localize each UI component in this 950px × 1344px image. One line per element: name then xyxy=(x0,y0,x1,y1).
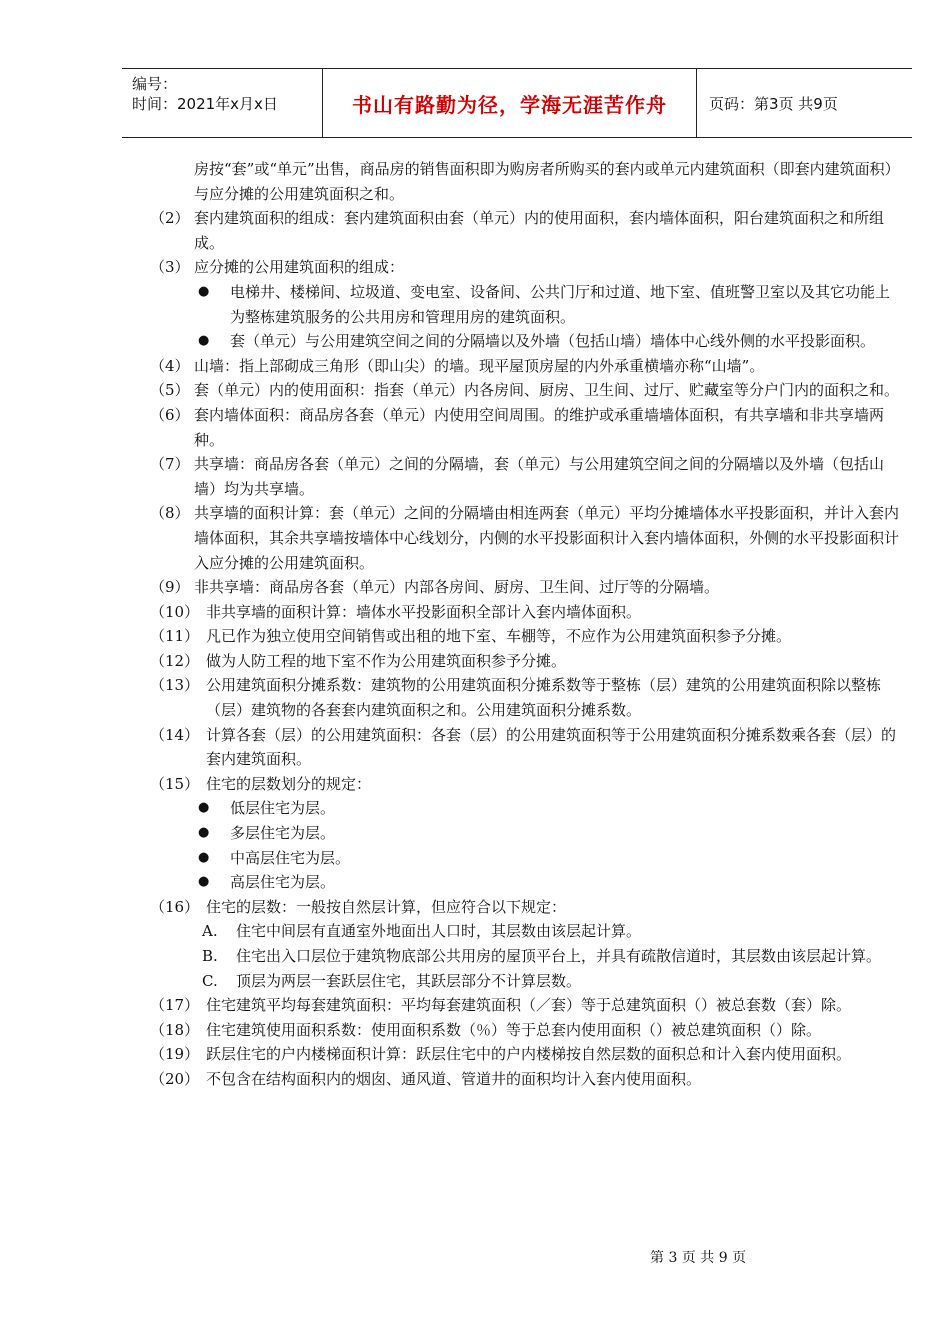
list-item xyxy=(150,1042,900,1067)
item-number: （10） xyxy=(150,602,200,621)
bullet-dot-icon: ● xyxy=(198,849,210,865)
bullet-item xyxy=(150,846,900,871)
list-item xyxy=(150,255,900,280)
item-text: 跃层住宅的户内楼梯面积计算：跃层住宅中的户内楼梯按自然层数的面积总和计入套内使用面积。 xyxy=(206,1045,852,1064)
item-text: 计算各套（层）的公用建筑面积：各套（层）的公用建筑面积等于公用建筑面积分摊系数乘各套（层）的套内建筑面积。 xyxy=(206,725,897,769)
list-item xyxy=(150,772,900,797)
sub-item-label: B. xyxy=(202,947,218,965)
item-number: （18） xyxy=(150,1020,200,1039)
list-item xyxy=(150,649,900,674)
list-item xyxy=(150,403,900,452)
bullet-dot-icon: ● xyxy=(198,333,210,349)
bullet-dot-icon: ● xyxy=(198,283,210,299)
bullet-item xyxy=(150,329,900,354)
item-number: （12） xyxy=(150,651,200,670)
list-item xyxy=(150,354,900,379)
header-table xyxy=(122,68,912,138)
bullet-text: 多层住宅为层。 xyxy=(230,824,336,843)
item-text: 共享墙：商品房各套（单元）之间的分隔墙，套（单元）与公用建筑空间之间的分隔墙以及外墙（包括山墙）均为共享墙。 xyxy=(194,455,885,498)
bullet-item xyxy=(150,821,900,846)
item-text: 住宅的层数：一般按自然层计算，但应符合以下规定： xyxy=(206,897,567,916)
bullet-item xyxy=(150,796,900,821)
bullet-item xyxy=(150,870,900,895)
time-label: 时间：2021年x月x日 xyxy=(132,95,278,113)
item-text: 非共享墙的面积计算：墙体水平投影面积全部计入套内墙体面积。 xyxy=(206,602,642,621)
item-number: （13） xyxy=(150,676,200,695)
document-body xyxy=(150,157,900,1092)
item-number: （4） xyxy=(150,356,190,375)
list-item xyxy=(150,723,900,772)
item-number: （3） xyxy=(150,258,190,277)
item-text: 住宅建筑使用面积系数：使用面积系数（％）等于总套内使用面积（）被总建筑面积（）除。 xyxy=(206,1020,822,1039)
item-number: （17） xyxy=(150,996,200,1015)
sub-item-label: C. xyxy=(202,971,218,990)
item-text: 套（单元）内的使用面积：指套（单元）内各房间、厨房、卫生间、过厅、贮藏室等分户门内的面积之和。 xyxy=(194,381,900,400)
item-text: 做为人防工程的地下室不作为公用建筑面积参予分摊。 xyxy=(206,651,567,670)
item-text: 非共享墙：商品房各套（单元）内部各房间、厨房、卫生间、过厅等的分隔墙。 xyxy=(194,578,720,597)
sub-item-text: 顶层为两层一套跃层住宅，其跃层部分不计算层数。 xyxy=(236,971,582,990)
item-number: （8） xyxy=(150,504,190,523)
item-number: （14） xyxy=(150,725,200,744)
item-text: 公用建筑面积分摊系数：建筑物的公用建筑面积分摊系数等于整栋（层）建筑的公用建筑面积除以整栋（层）建筑物的各套套内建筑面积之和。公用建筑面积分摊系数。 xyxy=(206,676,882,720)
header-motto-cell xyxy=(323,69,697,137)
item-text: 不包含在结构面积内的烟囱、通风道、管道井的面积均计入套内使用面积。 xyxy=(206,1069,702,1088)
bullet-text: 中高层住宅为层。 xyxy=(230,848,351,867)
list-item xyxy=(150,600,900,625)
item-text: 套内墙体面积：商品房各套（单元）内使用空间周围。的维护或承重墙墙体面积，有共享墙和非共享墙两种。 xyxy=(194,405,885,449)
list-item xyxy=(150,501,900,575)
item-number: （19） xyxy=(150,1045,200,1064)
list-item xyxy=(150,673,900,722)
bullet-text: 电梯井、楼梯间、垃圾道、变电室、设备间、公共门厅和过道、地下室、值班警卫室以及其它功能上为整栋建筑服务的公共用房和管理用房的建筑面积。 xyxy=(230,282,891,326)
item-number: （7） xyxy=(150,455,190,474)
item-number: （16） xyxy=(150,897,200,916)
page-footer: 第 3 页 共 9 页 xyxy=(650,1250,747,1266)
header-info-cell xyxy=(122,69,323,137)
item-text: 套内建筑面积的组成：套内建筑面积由套（单元）内的使用面积，套内墙体面积，阳台建筑面积之和所组成。 xyxy=(194,209,885,252)
item-number: （11） xyxy=(150,627,200,646)
item-number: （6） xyxy=(150,405,190,424)
item-text: 共享墙的面积计算：套（单元）之间的分隔墙由相连两套（单元）平均分摊墙体水平投影面积，并计入套内墙体面积，其余共享墙按墙体中心线划分，内侧的水平投影面积计入套内墙体面积，外侧的水平投影面积计入应分摊的公用建筑面积。 xyxy=(194,504,900,572)
bullet-text: 高层住宅为层。 xyxy=(230,873,336,892)
code-label: 编号： xyxy=(132,75,178,93)
bullet-dot-icon: ● xyxy=(198,874,210,890)
item-number: （2） xyxy=(150,209,190,228)
item-text: 住宅建筑平均每套建筑面积：平均每套建筑面积（／套）等于总建筑面积（）被总套数（套）除。 xyxy=(206,996,852,1015)
header-page-cell xyxy=(697,69,912,137)
sub-item xyxy=(150,944,900,969)
item-number: （5） xyxy=(150,381,190,400)
bullet-item xyxy=(150,280,900,329)
list-item xyxy=(150,993,900,1018)
list-item xyxy=(150,895,900,920)
page-label: 页码：第3页 共9页 xyxy=(709,94,838,113)
sub-item xyxy=(150,969,900,994)
item-text: 山墙：指上部砌成三角形（即山尖）的墙。现平屋顶房屋的内外承重横墙亦称“山墙”。 xyxy=(194,356,765,375)
list-item xyxy=(150,1018,900,1043)
list-item xyxy=(150,624,900,649)
motto: 书山有路勤为径，学海无涯苦作舟 xyxy=(352,92,667,117)
list-item xyxy=(150,378,900,403)
sub-item-text: 住宅出入口层位于建筑物底部公共用房的屋顶平台上，并具有疏散信道时，其层数由该层起计算。 xyxy=(236,947,882,965)
list-item xyxy=(150,452,900,501)
item-number: （15） xyxy=(150,774,200,793)
item-text: 凡已作为独立使用空间销售或出租的地下室、车棚等，不应作为公用建筑面积参予分摊。 xyxy=(206,627,792,646)
sub-item xyxy=(150,919,900,944)
list-item xyxy=(150,575,900,600)
bullet-dot-icon: ● xyxy=(198,825,210,841)
bullet-dot-icon: ● xyxy=(198,800,210,816)
bullet-text: 套（单元）与公用建筑空间之间的分隔墙以及外墙（包括山墙）墙体中心线外侧的水平投影面积。 xyxy=(230,332,876,351)
item-text: 应分摊的公用建筑面积的组成： xyxy=(194,258,405,277)
sub-item-text: 住宅中间层有直通室外地面出人口时，其层数由该层起计算。 xyxy=(236,922,642,941)
item-number: （9） xyxy=(150,578,190,597)
bullet-text: 低层住宅为层。 xyxy=(230,799,336,818)
sub-item-label: A. xyxy=(202,922,218,941)
list-item xyxy=(150,206,900,255)
item-text: 住宅的层数划分的规定： xyxy=(206,774,372,793)
item-number: （20） xyxy=(150,1069,200,1088)
intro-paragraph: 房按“套”或“单元”出售，商品房的销售面积即为购房者所购买的套内或单元内建筑面积（即套内建筑面积）与应分摊的公用建筑面积之和。 xyxy=(194,160,900,203)
list-item xyxy=(150,1067,900,1092)
